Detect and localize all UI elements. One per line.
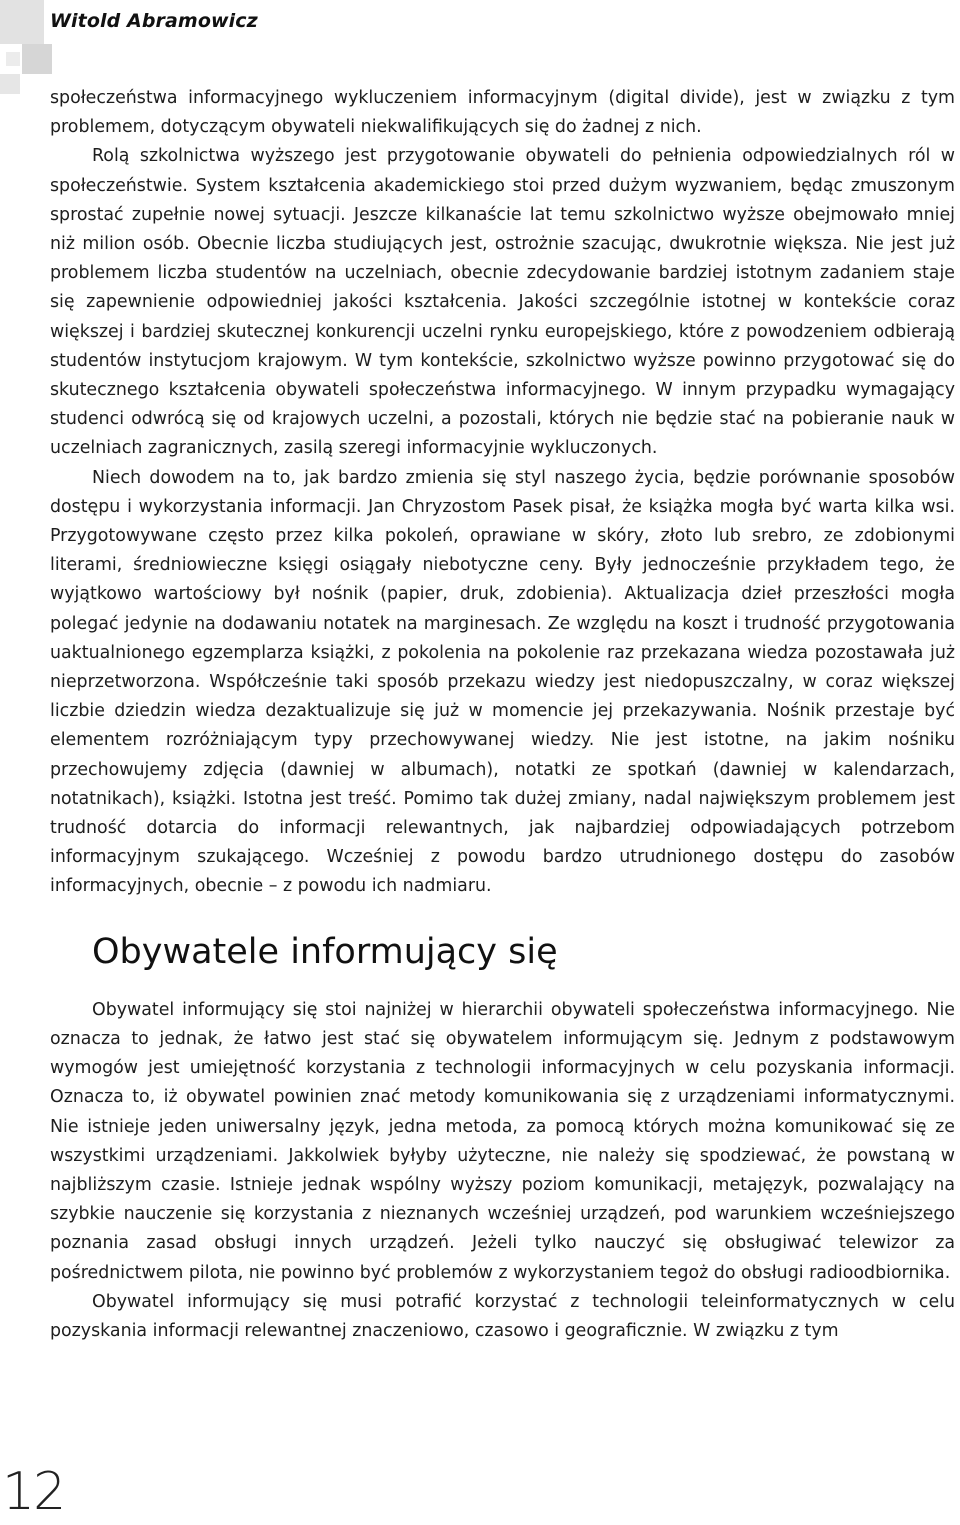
section-heading: Obywatele informujący się (92, 931, 558, 972)
paragraph: społeczeństwa informacyjnego wykluczeniem informacyjnym (digital divide), jest w związku z tym problemem, dotyczącym obywateli niekwalifikujących się do żadnej z nich. (50, 88, 955, 138)
paragraph: Rolą szkolnictwa wyższego jest przygotowanie obywateli do pełnienia odpowiedzialnych ról w społeczeństwie. System kształcenia akademickiego stoi przed dużym wyzwaniem, będąc zmuszonym sprostać zupełnie nowej sytuacji. Jeszcze kilkanaście lat temu szkolnictwo wyższe obejmowało mniej niż milion osób. Obecnie liczba studiujących jest, ostrożnie szacując, dwukrotnie większa. Nie jest już problemem liczba studentów na uczelniach, obecnie zdecydowanie bardziej istotnym zadaniem staje się zapewnienie odpowiedniej jakości kształcenia. Jakości szczególnie istotnej w kontekście coraz większej i bardziej skutecznej konkurencji uczelni rynku europejskiego, które z powodzeniem odbierają studentów instytucjom krajowym. W tym kontekście, szkolnictwo wyższe powinno przygotować się do skutecznego kształcenia obywateli społeczeństwa informacyjnego. W innym przypadku wymagający studenci odwrócą się od krajowych uczelni, a pozostali, których nie będzie stać na pobieranie nauk w uczelniach zagranicznych, zasilą szeregi informacyjnie wykluczonych. (50, 146, 955, 459)
page-number: 12 (2, 1462, 65, 1522)
running-head-author: Witold Abramowicz (50, 10, 258, 32)
paragraph: Niech dowodem na to, jak bardzo zmienia się styl naszego życia, będzie porównanie sposobów dostępu i wykorzystania informacji. Jan Chryzostom Pasek pisał, że książka mogła być warta kilka wsi. Przygotowywane często przez kilka pokoleń, oprawiane w skóry, złoto lub srebro, ze zdobionymi literami, średniowieczne księgi osiągały niebotyczne ceny. Były jednocześnie przykładem tego, że wyjątkowo wartościowy był nośnik (papier, druk, zdobienia). Aktualizacja dzieł przeszłości mogła polegać jedynie na dodawaniu notatek na marginesach. Ze względu na koszt i trudność przygotowania uaktualnionego egzemplarza książki, z pokolenia na pokolenie raz przekazana wiedza pozostawała już nieprzetworzona. Współcześnie taki sposób przekazu wiedzy jest niedopuszczalny, w coraz większej liczbie dziedzin wiedza dezaktualizuje się już w momencie jej przekazywania. Nośnik przestaje być elementem rozróżniającym typy przechowywanej wiedzy. Nie jest istotne, na jakim nośniku przechowujemy zdjęcia (dawniej w albumach), notatki ze spotkań (dawniej w kalendarzach, notatnikach), książki. Istotna jest treść. Pomimo tak dużej zmiany, nadal największym problemem jest trudność dotarcia do informacji relewantnych, jak najbardziej odpowiadających potrzebom informacyjnym szukającego. Wcześniej z powodu bardzo utrudnionego dostępu do zasobów informacyjnych, obecnie – z powodu ich nadmiaru. (50, 467, 955, 897)
corner-decoration-square (6, 52, 20, 66)
paragraph: Obywatel informujący się musi potrafić korzystać z technologii teleinformatycznych w celu pozyskania informacji relewantnej znaczeniowo, czasowo i geograficznie. W związku z tym (50, 1291, 955, 1341)
corner-decoration-square (0, 74, 20, 94)
paragraph: Obywatel informujący się stoi najniżej w hierarchii obywateli społeczeństwa informacyjnego. Nie oznacza to jednak, że łatwo jest stać się obywatelem informującym się. Jednym z podstawowym wymogów jest umiejętność korzystania z technologii informacyjnych w celu pozyskania informacji. Oznacza to, iż obywatel powinien znać metody komunikowania się z urządzeniami informatycznymi. Nie istnieje jeden uniwersalny język, jedna metoda, za pomocą których można komunikować się ze wszystkimi urządzeniami. Jakkolwiek byłyby użyteczne, nie należy się spodziewać, że powstaną w najbliższym czasie. Istnieje jednak wspólny wyższy poziom komunikacji, metajęzyk, pozwalający na szybkie nauczenie się korzystania z nieznanych wcześniej urządzeń, pod warunkiem wcześniejszego poznania zasad obsługi innych urządzeń. Jeżeli tylko nauczyć się obsługiwać telewizor za pośrednictwem pilota, nie powinno być problemów z wykorzystaniem tegoż do obsługi radioodbiornika. (50, 999, 955, 1283)
page-body (50, 84, 955, 1346)
corner-decoration-square (0, 0, 44, 44)
corner-decoration-square (22, 44, 52, 74)
